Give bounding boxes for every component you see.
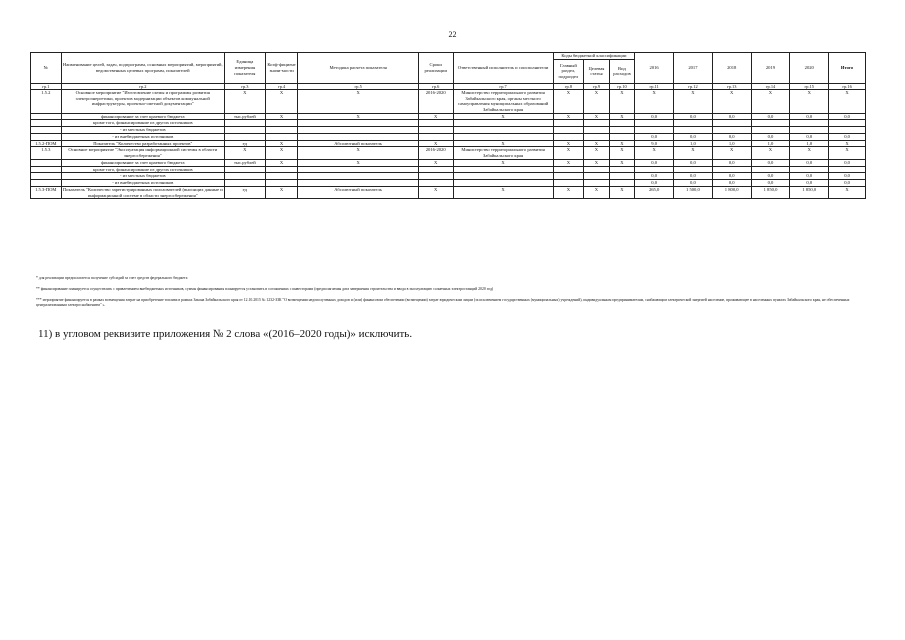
table-cell-total: 0,0 [829, 159, 866, 166]
table-cell-unit: ед [224, 140, 265, 147]
table-cell-c9: X [584, 140, 610, 147]
table-cell-c10 [609, 120, 635, 127]
table-cell-c8 [553, 120, 584, 127]
table-cell-c10: X [609, 159, 635, 166]
table-cell-unit: X [224, 89, 265, 113]
table-cell-y2019 [751, 127, 790, 134]
table-cell-y2017: 0,0 [674, 180, 713, 187]
table-cell-method: Абсолютный показатель [298, 140, 418, 147]
table-cell-method: X [298, 147, 418, 159]
table-cell-num [31, 120, 62, 127]
column-number-cell: гр.4 [265, 83, 298, 89]
table-cell-y2016 [635, 120, 674, 127]
column-number-cell: гр.11 [635, 83, 674, 89]
table-cell-y2018: X [712, 147, 751, 159]
table-cell-coef [265, 173, 298, 180]
table-cell-coef [265, 166, 298, 173]
table-row [31, 127, 866, 134]
table-cell-term: X [418, 113, 453, 120]
header-num: № [31, 53, 62, 84]
table-cell-resp [453, 166, 553, 173]
table-cell-term [418, 133, 453, 140]
table-cell-total: 0,0 [829, 113, 866, 120]
table-cell-name: Основное мероприятие "Изготовление схемы и программы развития электроэнергетики, проектов модернизации объектов коммунальной инфраструктуры, проектно-сметной документации" [61, 89, 224, 113]
table-cell-term [418, 180, 453, 187]
table-cell-c10: X [609, 113, 635, 120]
table-header [31, 53, 866, 90]
header-target: Целевая статья [584, 59, 610, 83]
table-cell-y2020: 1,0 [790, 140, 829, 147]
table-cell-term: 2016-2020 [418, 147, 453, 159]
table-cell-c9: X [584, 159, 610, 166]
table-cell-c8 [553, 173, 584, 180]
table-cell-method [298, 180, 418, 187]
table-cell-coef: X [265, 147, 298, 159]
table-cell-c9 [584, 166, 610, 173]
footnote: * для реализации предполагается получение субсидий за счет средств федерального бюджета [36, 276, 188, 280]
table-cell-y2016: X [635, 147, 674, 159]
table-row [31, 120, 866, 127]
table-cell-y2020: 0,0 [790, 113, 829, 120]
table-cell-y2019: 0,0 [751, 180, 790, 187]
table-cell-c10: X [609, 140, 635, 147]
column-number-cell: гр.9 [584, 83, 610, 89]
table-cell-name: Показатель "Количество зарегистрированных пользователей (вносящих данные и информационной системе в области энергосбережения" [62, 186, 223, 198]
table-cell-c10 [609, 127, 635, 134]
table-cell-c8: X [553, 89, 584, 113]
table-cell-total: 0,0 [829, 133, 866, 140]
table-cell-y2018 [712, 120, 751, 127]
table-cell-y2018: X [712, 89, 751, 113]
table-cell-total: X [829, 140, 866, 147]
header-year: 2016 [635, 53, 674, 84]
table-cell-resp [453, 173, 553, 180]
table-cell-resp: Министерство территориального развития Забайкальского края [453, 147, 553, 159]
table-cell-c10: X [609, 147, 635, 159]
table-cell-c8 [553, 127, 584, 134]
header-unit: Единица измерения показателя [224, 53, 265, 84]
table-cell-y2017: 0,0 [674, 113, 713, 120]
table-cell-term [418, 166, 453, 173]
table-cell-c10: X [609, 89, 635, 113]
table-cell-name: - из внебюджетных источников [61, 180, 224, 187]
table-cell-total [829, 127, 866, 134]
table-cell-c9 [584, 120, 610, 127]
table-cell-c9: X [584, 186, 610, 198]
table-cell-y2017: 1,0 [674, 140, 713, 147]
table-cell-unit: X [224, 147, 265, 159]
page-number: 22 [448, 30, 457, 39]
table-cell-y2016: X [635, 89, 674, 113]
table-cell-resp: X [453, 159, 553, 166]
table-cell-unit [224, 127, 265, 134]
table-cell-term: X [418, 159, 453, 166]
table-cell-term [418, 127, 453, 134]
table-cell-coef: X [265, 113, 298, 120]
header-year: 2018 [712, 53, 751, 84]
table-cell-num [31, 159, 62, 166]
table-cell-y2020: 0,0 [790, 180, 829, 187]
table-row [31, 113, 866, 120]
table-cell-y2016: 0,0 [635, 113, 674, 120]
footnote: ** финансирование планируется осуществлять с привлечением внебюджетных источников, суммы финансирования планируется установить в соглашениях с инвесторами (предполагаемая дата завершения строительства и ввода в эксплуатацию солнечных электростанций 2020 год) [36, 287, 494, 292]
table-cell-method: X [298, 113, 418, 120]
table-cell-method: Абсолютный показатель [298, 186, 418, 198]
table-cell-coef: X [265, 140, 298, 147]
table-cell-y2017 [674, 120, 713, 127]
table-cell-c8: X [553, 147, 584, 159]
table-cell-term: X [418, 140, 453, 147]
footnotes [36, 276, 866, 315]
column-number-cell: гр.5 [298, 83, 418, 89]
table-cell-y2017: X [674, 147, 713, 159]
table-row [31, 180, 866, 187]
table-cell-unit [224, 166, 265, 173]
table-cell-unit [224, 173, 265, 180]
table-cell-c10 [609, 133, 635, 140]
table-cell-y2018: 0,0 [712, 133, 751, 140]
table-cell-total: X [829, 89, 866, 113]
column-number-cell: гр.6 [418, 83, 453, 89]
table-cell-y2018: 0,0 [712, 180, 751, 187]
table-cell-name: - из внебюджетных источников [61, 133, 224, 140]
table-cell-num: 1.5.3 [31, 147, 62, 159]
table-cell-method [298, 120, 418, 127]
table-cell-num [31, 113, 62, 120]
table-cell-term: 2016-2020 [418, 89, 453, 113]
table-cell-total [829, 166, 866, 173]
table-cell-name: Показатель "Количество разработанных проектов" [61, 140, 224, 147]
table-cell-y2019: X [751, 89, 790, 113]
header-year: 2019 [751, 53, 790, 84]
table-cell-name: финансирование за счет краевого бюджета [61, 113, 224, 120]
table-cell-c8 [553, 133, 584, 140]
table-cell-y2019: 0,0 [751, 113, 790, 120]
table-cell-num [31, 166, 62, 173]
table-cell-coef [265, 133, 298, 140]
table-cell-c8: X [553, 140, 584, 147]
table-cell-method [298, 133, 418, 140]
table-row [31, 147, 866, 159]
column-number-cell: гр.13 [712, 83, 751, 89]
table-cell-c8: X [553, 113, 584, 120]
table-cell-num [31, 127, 62, 134]
table-cell-c9: X [584, 113, 610, 120]
table-cell-num: 1.5.2 [31, 89, 62, 113]
table-cell-y2020: 1 850,0 [790, 186, 829, 198]
table-cell-num: 1.5.3-ПОМ [31, 186, 62, 198]
table-cell-unit: ед [224, 186, 265, 198]
header-year: 2020 [790, 53, 829, 84]
table-cell-y2020: 0,0 [790, 133, 829, 140]
table-cell-coef [265, 127, 298, 134]
table-cell-term [418, 173, 453, 180]
table-cell-y2019: 1,0 [751, 140, 790, 147]
table-cell-total: 0,0 [829, 180, 866, 187]
table-cell-coef: X [265, 159, 298, 166]
table-cell-unit [224, 133, 265, 140]
table-cell-method [298, 127, 418, 134]
table-row [31, 173, 866, 180]
table-cell-name: кроме того, финансирование из других источников [61, 120, 224, 127]
table-cell-y2020: X [790, 147, 829, 159]
table-cell-y2019: 0,0 [751, 173, 790, 180]
table-cell-coef: X [265, 186, 298, 198]
table-cell-name: - из местных бюджетов [61, 127, 224, 134]
table-cell-coef: X [265, 89, 298, 113]
header-year: 2017 [674, 53, 713, 84]
table-cell-y2016 [635, 127, 674, 134]
header-term: Сроки реализации [418, 53, 453, 84]
table-cell-y2019: 0,0 [751, 159, 790, 166]
table-cell-y2016: 0,0 [635, 180, 674, 187]
table-cell-unit: тыс.рублей [224, 113, 265, 120]
column-number-cell: гр.14 [751, 83, 790, 89]
table-cell-c9 [584, 133, 610, 140]
table-cell-c10 [609, 166, 635, 173]
table-cell-y2020 [790, 120, 829, 127]
table-cell-y2019 [751, 166, 790, 173]
table-cell-method [298, 173, 418, 180]
table-cell-num [31, 133, 62, 140]
table-cell-method: X [298, 159, 418, 166]
table-cell-name: кроме того, финансирование из других источников [61, 166, 224, 173]
table-cell-y2018: 1,0 [712, 140, 751, 147]
table-row [31, 159, 866, 166]
budget-table [30, 52, 866, 199]
table-cell-c8 [553, 180, 584, 187]
table-cell-y2016: 0,0 [635, 159, 674, 166]
header-exp-type: Вид расходов [609, 59, 635, 83]
table-cell-y2018: 1 800,0 [712, 186, 751, 198]
table-cell-y2019: X [751, 147, 790, 159]
table-cell-resp: X [453, 113, 553, 120]
table-row [31, 133, 866, 140]
column-number-cell: гр.16 [829, 83, 866, 89]
table-cell-y2016: 9,0 [635, 140, 674, 147]
table-cell-total [829, 120, 866, 127]
table-cell-y2017 [674, 127, 713, 134]
table-cell-resp: X [453, 186, 553, 198]
column-number-cell: гр.15 [790, 83, 829, 89]
table-cell-unit: тыс.рублей [224, 159, 265, 166]
table-cell-resp [453, 127, 553, 134]
table-cell-method [298, 166, 418, 173]
table-cell-y2018 [712, 166, 751, 173]
table-cell-y2018: 0,0 [712, 173, 751, 180]
table-cell-c8: X [553, 159, 584, 166]
column-number-cell: гр.10 [609, 83, 635, 89]
table-cell-resp: Министерство территориального развития Забайкальского края, органы местного самоуправления муниципальных образований Забайкальского края [453, 89, 553, 113]
table-row [31, 166, 866, 173]
table-cell-c10 [609, 173, 635, 180]
table-cell-c9: X [584, 147, 610, 159]
table-cell-y2019 [751, 120, 790, 127]
table-cell-y2017: 0,0 [674, 159, 713, 166]
table-cell-y2020: X [790, 89, 829, 113]
table-cell-y2019: 1 850,0 [751, 186, 790, 198]
header-coef: Коэф-фициент значи-мости [265, 53, 298, 84]
table-cell-c9 [584, 173, 610, 180]
column-number-cell: гр.7 [453, 83, 553, 89]
table-cell-y2016: 265,0 [635, 186, 674, 198]
table-cell-method: X [298, 89, 418, 113]
table-cell-coef [265, 120, 298, 127]
table-cell-resp [453, 180, 553, 187]
table-cell-y2017: 0,0 [674, 173, 713, 180]
table-cell-y2020 [790, 127, 829, 134]
header-budget-codes: Коды бюджетной классификации [553, 53, 635, 60]
table-row [31, 140, 866, 147]
table-cell-term: X [418, 186, 453, 198]
table-cell-y2017 [674, 166, 713, 173]
table-cell-name: - из местных бюджетов [61, 173, 224, 180]
table-cell-y2020: 0,0 [790, 159, 829, 166]
column-number-cell: гр.8 [553, 83, 584, 89]
amendment-text: 11) в угловом реквизите приложения № 2 слова «(2016–2020 годы)» исключить. [38, 328, 413, 340]
table-cell-y2018: 0,0 [712, 113, 751, 120]
table-cell-c8 [553, 166, 584, 173]
header-section: Главный раздел, подраздел [553, 59, 584, 83]
table-cell-resp [453, 133, 553, 140]
table-cell-name: финансирование за счет краевого бюджета [61, 159, 224, 166]
table-cell-num [31, 180, 62, 187]
header-total: Итого [829, 53, 866, 84]
table-row [31, 89, 866, 113]
table-cell-y2016: 0,0 [635, 133, 674, 140]
column-number-cell: гр.2 [61, 83, 224, 89]
table-cell-y2016 [635, 166, 674, 173]
table-body [31, 89, 866, 198]
table-cell-y2016: 0,0 [635, 173, 674, 180]
table-cell-c9: X [584, 89, 610, 113]
table-cell-y2017: X [674, 89, 713, 113]
table-cell-c10 [609, 180, 635, 187]
table-cell-total: X [829, 147, 866, 159]
column-number-cell: гр.12 [674, 83, 713, 89]
footnote: *** мероприятие финансируется в рамках возмещения затрат на приобретение топлива в рамках Закона Забайкальского края от 12.10.2015 № 1232-ЗЗК "О возмещении недополученных доходов и (или) финансовом обеспечении (возмещении) затрат юридическим лицам (за исключением государственных (муниципальных) учреждений), индивидуальным предпринимателям, снабжающим электрической энергией население, проживающее в населенных пунктах Забайкальского края, не обеспеченных централизованным электроснабжением" ». [36, 298, 850, 308]
table-cell-num [31, 173, 62, 180]
table-cell-c10: X [609, 186, 635, 198]
table-cell-num: 1.5.2-ПОМ [31, 140, 62, 147]
table-cell-coef [265, 180, 298, 187]
table-cell-y2017: 0,0 [674, 133, 713, 140]
table-cell-unit [224, 180, 265, 187]
column-number-cell: гр.3 [224, 83, 265, 89]
header-method: Методика расчета показателя [298, 53, 418, 84]
table-row [31, 186, 866, 198]
table-cell-y2019: 0,0 [751, 133, 790, 140]
table-cell-total: X [829, 186, 866, 198]
table-cell-c8: X [553, 186, 584, 198]
table-cell-total: 0,0 [829, 173, 866, 180]
table-cell-y2020 [790, 166, 829, 173]
column-number-cell: гр.1 [31, 83, 62, 89]
table-cell-resp [453, 120, 553, 127]
table-cell-name: Основное мероприятие "Эксплуатация информационной системы в области энергосбережения" [61, 147, 224, 159]
table-cell-y2018 [712, 127, 751, 134]
table-cell-resp: X [453, 140, 553, 147]
table-cell-term [418, 120, 453, 127]
table-cell-c9 [584, 180, 610, 187]
table-cell-y2017: 1 500,0 [674, 186, 713, 198]
header-name: Наименование целей, задач, подпрограмм, основных мероприятий, мероприятий, ведомственных целевых программ, показателей [61, 53, 224, 84]
table-cell-y2020: 0,0 [790, 173, 829, 180]
table-cell-y2018: 0,0 [712, 159, 751, 166]
header-resp: Ответственный исполнитель и соисполнители [453, 53, 553, 84]
table-cell-c9 [584, 127, 610, 134]
table-cell-unit [224, 120, 265, 127]
